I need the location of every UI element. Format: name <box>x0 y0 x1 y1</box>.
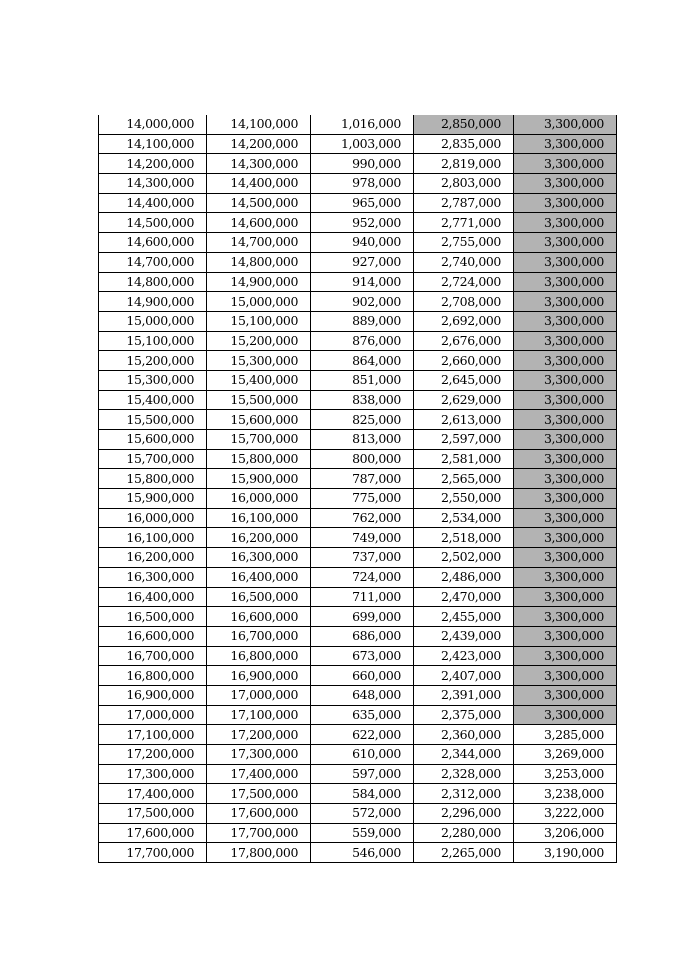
income-to-cell: 16,200,000 <box>207 528 311 548</box>
income-to-cell: 16,000,000 <box>207 489 311 509</box>
income-from-cell: 17,000,000 <box>99 705 207 725</box>
col4-value-cell: 2,423,000 <box>414 646 514 666</box>
income-from-cell: 17,600,000 <box>99 823 207 843</box>
income-to-cell: 14,700,000 <box>207 233 311 253</box>
col3-value-cell: 762,000 <box>311 508 414 528</box>
table-row <box>99 528 617 548</box>
table-row <box>99 430 617 450</box>
col4-value-cell: 2,265,000 <box>414 843 514 863</box>
col4-value-cell: 2,565,000 <box>414 469 514 489</box>
col4-value-cell: 2,835,000 <box>414 134 514 154</box>
income-to-cell: 16,900,000 <box>207 666 311 686</box>
col5-value-cell: 3,300,000 <box>514 685 617 705</box>
income-from-cell: 14,400,000 <box>99 193 207 213</box>
col5-value-cell: 3,300,000 <box>514 213 617 233</box>
col4-value-cell: 2,787,000 <box>414 193 514 213</box>
income-to-cell: 14,400,000 <box>207 174 311 194</box>
col4-value-cell: 2,470,000 <box>414 587 514 607</box>
table-row <box>99 508 617 528</box>
table-row <box>99 587 617 607</box>
table-body <box>99 115 617 863</box>
col4-value-cell: 2,597,000 <box>414 430 514 450</box>
col3-value-cell: 965,000 <box>311 193 414 213</box>
col5-value-cell: 3,300,000 <box>514 193 617 213</box>
col4-value-cell: 2,755,000 <box>414 233 514 253</box>
col3-value-cell: 749,000 <box>311 528 414 548</box>
income-from-cell: 15,400,000 <box>99 390 207 410</box>
col4-value-cell: 2,645,000 <box>414 370 514 390</box>
table-row <box>99 233 617 253</box>
col3-value-cell: 902,000 <box>311 292 414 312</box>
col3-value-cell: 572,000 <box>311 804 414 824</box>
col5-value-cell: 3,285,000 <box>514 725 617 745</box>
income-from-cell: 15,600,000 <box>99 430 207 450</box>
col3-value-cell: 990,000 <box>311 154 414 174</box>
col3-value-cell: 914,000 <box>311 272 414 292</box>
col5-value-cell: 3,300,000 <box>514 449 617 469</box>
col5-value-cell: 3,300,000 <box>514 587 617 607</box>
col4-value-cell: 2,328,000 <box>414 764 514 784</box>
col5-value-cell: 3,253,000 <box>514 764 617 784</box>
income-from-cell: 15,100,000 <box>99 331 207 351</box>
income-to-cell: 17,100,000 <box>207 705 311 725</box>
table-row <box>99 745 617 765</box>
col5-value-cell: 3,300,000 <box>514 115 617 134</box>
col5-value-cell: 3,300,000 <box>514 390 617 410</box>
col4-value-cell: 2,850,000 <box>414 115 514 134</box>
income-from-cell: 16,800,000 <box>99 666 207 686</box>
table-row <box>99 764 617 784</box>
income-from-cell: 15,700,000 <box>99 449 207 469</box>
income-to-cell: 14,200,000 <box>207 134 311 154</box>
table-row <box>99 134 617 154</box>
col3-value-cell: 686,000 <box>311 626 414 646</box>
income-to-cell: 14,800,000 <box>207 252 311 272</box>
income-from-cell: 14,900,000 <box>99 292 207 312</box>
data-table <box>98 115 617 863</box>
income-to-cell: 17,200,000 <box>207 725 311 745</box>
table-row <box>99 685 617 705</box>
table-row <box>99 351 617 371</box>
col3-value-cell: 584,000 <box>311 784 414 804</box>
col4-value-cell: 2,518,000 <box>414 528 514 548</box>
table-row <box>99 370 617 390</box>
income-to-cell: 15,500,000 <box>207 390 311 410</box>
table-row <box>99 804 617 824</box>
col5-value-cell: 3,300,000 <box>514 311 617 331</box>
col4-value-cell: 2,692,000 <box>414 311 514 331</box>
income-to-cell: 14,600,000 <box>207 213 311 233</box>
col3-value-cell: 660,000 <box>311 666 414 686</box>
col5-value-cell: 3,300,000 <box>514 331 617 351</box>
table-row <box>99 193 617 213</box>
col3-value-cell: 597,000 <box>311 764 414 784</box>
col5-value-cell: 3,300,000 <box>514 626 617 646</box>
income-from-cell: 15,300,000 <box>99 370 207 390</box>
income-from-cell: 14,500,000 <box>99 213 207 233</box>
income-to-cell: 15,800,000 <box>207 449 311 469</box>
col3-value-cell: 699,000 <box>311 607 414 627</box>
col3-value-cell: 724,000 <box>311 567 414 587</box>
table-row <box>99 705 617 725</box>
table-row <box>99 331 617 351</box>
income-to-cell: 17,000,000 <box>207 685 311 705</box>
col4-value-cell: 2,534,000 <box>414 508 514 528</box>
income-from-cell: 15,900,000 <box>99 489 207 509</box>
col5-value-cell: 3,190,000 <box>514 843 617 863</box>
income-to-cell: 14,900,000 <box>207 272 311 292</box>
col4-value-cell: 2,360,000 <box>414 725 514 745</box>
table-row <box>99 666 617 686</box>
col3-value-cell: 927,000 <box>311 252 414 272</box>
col5-value-cell: 3,300,000 <box>514 489 617 509</box>
table-row <box>99 843 617 863</box>
income-from-cell: 17,300,000 <box>99 764 207 784</box>
col3-value-cell: 648,000 <box>311 685 414 705</box>
income-to-cell: 15,700,000 <box>207 430 311 450</box>
col5-value-cell: 3,269,000 <box>514 745 617 765</box>
col5-value-cell: 3,300,000 <box>514 233 617 253</box>
col4-value-cell: 2,613,000 <box>414 410 514 430</box>
table-row <box>99 489 617 509</box>
table-row <box>99 626 617 646</box>
col3-value-cell: 1,016,000 <box>311 115 414 134</box>
income-from-cell: 15,000,000 <box>99 311 207 331</box>
table-row <box>99 213 617 233</box>
col3-value-cell: 622,000 <box>311 725 414 745</box>
col4-value-cell: 2,312,000 <box>414 784 514 804</box>
col3-value-cell: 940,000 <box>311 233 414 253</box>
income-to-cell: 15,000,000 <box>207 292 311 312</box>
income-from-cell: 14,000,000 <box>99 115 207 134</box>
table-row <box>99 784 617 804</box>
col4-value-cell: 2,819,000 <box>414 154 514 174</box>
col3-value-cell: 775,000 <box>311 489 414 509</box>
income-from-cell: 14,100,000 <box>99 134 207 154</box>
income-from-cell: 17,500,000 <box>99 804 207 824</box>
col3-value-cell: 800,000 <box>311 449 414 469</box>
col5-value-cell: 3,300,000 <box>514 646 617 666</box>
col4-value-cell: 2,502,000 <box>414 548 514 568</box>
col4-value-cell: 2,740,000 <box>414 252 514 272</box>
col4-value-cell: 2,676,000 <box>414 331 514 351</box>
col4-value-cell: 2,280,000 <box>414 823 514 843</box>
col5-value-cell: 3,300,000 <box>514 567 617 587</box>
col4-value-cell: 2,486,000 <box>414 567 514 587</box>
col4-value-cell: 2,629,000 <box>414 390 514 410</box>
income-to-cell: 14,500,000 <box>207 193 311 213</box>
income-to-cell: 14,300,000 <box>207 154 311 174</box>
col3-value-cell: 851,000 <box>311 370 414 390</box>
col5-value-cell: 3,300,000 <box>514 154 617 174</box>
col3-value-cell: 1,003,000 <box>311 134 414 154</box>
col5-value-cell: 3,300,000 <box>514 705 617 725</box>
income-to-cell: 15,400,000 <box>207 370 311 390</box>
table-row <box>99 311 617 331</box>
col3-value-cell: 546,000 <box>311 843 414 863</box>
col3-value-cell: 559,000 <box>311 823 414 843</box>
col3-value-cell: 952,000 <box>311 213 414 233</box>
income-to-cell: 16,700,000 <box>207 626 311 646</box>
income-to-cell: 15,200,000 <box>207 331 311 351</box>
col3-value-cell: 825,000 <box>311 410 414 430</box>
table-row <box>99 607 617 627</box>
col4-value-cell: 2,724,000 <box>414 272 514 292</box>
income-to-cell: 17,300,000 <box>207 745 311 765</box>
income-to-cell: 14,100,000 <box>207 115 311 134</box>
income-from-cell: 16,600,000 <box>99 626 207 646</box>
income-to-cell: 16,500,000 <box>207 587 311 607</box>
income-from-cell: 16,100,000 <box>99 528 207 548</box>
income-to-cell: 15,600,000 <box>207 410 311 430</box>
col3-value-cell: 864,000 <box>311 351 414 371</box>
col4-value-cell: 2,344,000 <box>414 745 514 765</box>
income-from-cell: 16,900,000 <box>99 685 207 705</box>
col5-value-cell: 3,300,000 <box>514 134 617 154</box>
income-to-cell: 16,600,000 <box>207 607 311 627</box>
col4-value-cell: 2,455,000 <box>414 607 514 627</box>
income-to-cell: 16,800,000 <box>207 646 311 666</box>
income-from-cell: 14,200,000 <box>99 154 207 174</box>
income-to-cell: 15,300,000 <box>207 351 311 371</box>
income-from-cell: 16,000,000 <box>99 508 207 528</box>
col4-value-cell: 2,439,000 <box>414 626 514 646</box>
table-row <box>99 272 617 292</box>
table-row <box>99 174 617 194</box>
income-from-cell: 14,600,000 <box>99 233 207 253</box>
col5-value-cell: 3,300,000 <box>514 252 617 272</box>
col3-value-cell: 876,000 <box>311 331 414 351</box>
col4-value-cell: 2,375,000 <box>414 705 514 725</box>
income-to-cell: 17,800,000 <box>207 843 311 863</box>
col3-value-cell: 635,000 <box>311 705 414 725</box>
col5-value-cell: 3,300,000 <box>514 370 617 390</box>
col4-value-cell: 2,296,000 <box>414 804 514 824</box>
income-from-cell: 15,800,000 <box>99 469 207 489</box>
table-row <box>99 390 617 410</box>
col5-value-cell: 3,300,000 <box>514 410 617 430</box>
col3-value-cell: 673,000 <box>311 646 414 666</box>
table-row <box>99 292 617 312</box>
col5-value-cell: 3,300,000 <box>514 174 617 194</box>
col4-value-cell: 2,391,000 <box>414 685 514 705</box>
income-from-cell: 17,400,000 <box>99 784 207 804</box>
table-row <box>99 410 617 430</box>
income-from-cell: 16,500,000 <box>99 607 207 627</box>
income-to-cell: 15,900,000 <box>207 469 311 489</box>
col5-value-cell: 3,206,000 <box>514 823 617 843</box>
income-from-cell: 16,700,000 <box>99 646 207 666</box>
table-row <box>99 567 617 587</box>
table-row <box>99 252 617 272</box>
income-from-cell: 14,300,000 <box>99 174 207 194</box>
col5-value-cell: 3,300,000 <box>514 351 617 371</box>
table-row <box>99 646 617 666</box>
income-to-cell: 16,300,000 <box>207 548 311 568</box>
col3-value-cell: 838,000 <box>311 390 414 410</box>
income-to-cell: 17,500,000 <box>207 784 311 804</box>
table-row <box>99 823 617 843</box>
col3-value-cell: 737,000 <box>311 548 414 568</box>
col5-value-cell: 3,300,000 <box>514 607 617 627</box>
income-to-cell: 16,400,000 <box>207 567 311 587</box>
table-row <box>99 115 617 134</box>
col5-value-cell: 3,300,000 <box>514 528 617 548</box>
income-to-cell: 16,100,000 <box>207 508 311 528</box>
col4-value-cell: 2,407,000 <box>414 666 514 686</box>
col5-value-cell: 3,300,000 <box>514 548 617 568</box>
col5-value-cell: 3,222,000 <box>514 804 617 824</box>
table-row <box>99 469 617 489</box>
income-to-cell: 17,400,000 <box>207 764 311 784</box>
col5-value-cell: 3,300,000 <box>514 292 617 312</box>
col4-value-cell: 2,581,000 <box>414 449 514 469</box>
col4-value-cell: 2,771,000 <box>414 213 514 233</box>
col4-value-cell: 2,803,000 <box>414 174 514 194</box>
col5-value-cell: 3,300,000 <box>514 430 617 450</box>
table-row <box>99 725 617 745</box>
income-from-cell: 16,300,000 <box>99 567 207 587</box>
income-from-cell: 16,400,000 <box>99 587 207 607</box>
income-to-cell: 17,700,000 <box>207 823 311 843</box>
table-row <box>99 548 617 568</box>
table-row <box>99 449 617 469</box>
col5-value-cell: 3,300,000 <box>514 469 617 489</box>
col3-value-cell: 787,000 <box>311 469 414 489</box>
income-to-cell: 17,600,000 <box>207 804 311 824</box>
col3-value-cell: 889,000 <box>311 311 414 331</box>
col5-value-cell: 3,300,000 <box>514 508 617 528</box>
col4-value-cell: 2,660,000 <box>414 351 514 371</box>
col3-value-cell: 711,000 <box>311 587 414 607</box>
col4-value-cell: 2,550,000 <box>414 489 514 509</box>
col5-value-cell: 3,300,000 <box>514 666 617 686</box>
col5-value-cell: 3,300,000 <box>514 272 617 292</box>
income-to-cell: 15,100,000 <box>207 311 311 331</box>
col5-value-cell: 3,238,000 <box>514 784 617 804</box>
income-from-cell: 17,100,000 <box>99 725 207 745</box>
income-from-cell: 15,200,000 <box>99 351 207 371</box>
income-from-cell: 17,200,000 <box>99 745 207 765</box>
income-from-cell: 14,700,000 <box>99 252 207 272</box>
income-from-cell: 17,700,000 <box>99 843 207 863</box>
col3-value-cell: 978,000 <box>311 174 414 194</box>
table-row <box>99 154 617 174</box>
income-from-cell: 16,200,000 <box>99 548 207 568</box>
income-from-cell: 15,500,000 <box>99 410 207 430</box>
income-from-cell: 14,800,000 <box>99 272 207 292</box>
col4-value-cell: 2,708,000 <box>414 292 514 312</box>
col3-value-cell: 813,000 <box>311 430 414 450</box>
col3-value-cell: 610,000 <box>311 745 414 765</box>
